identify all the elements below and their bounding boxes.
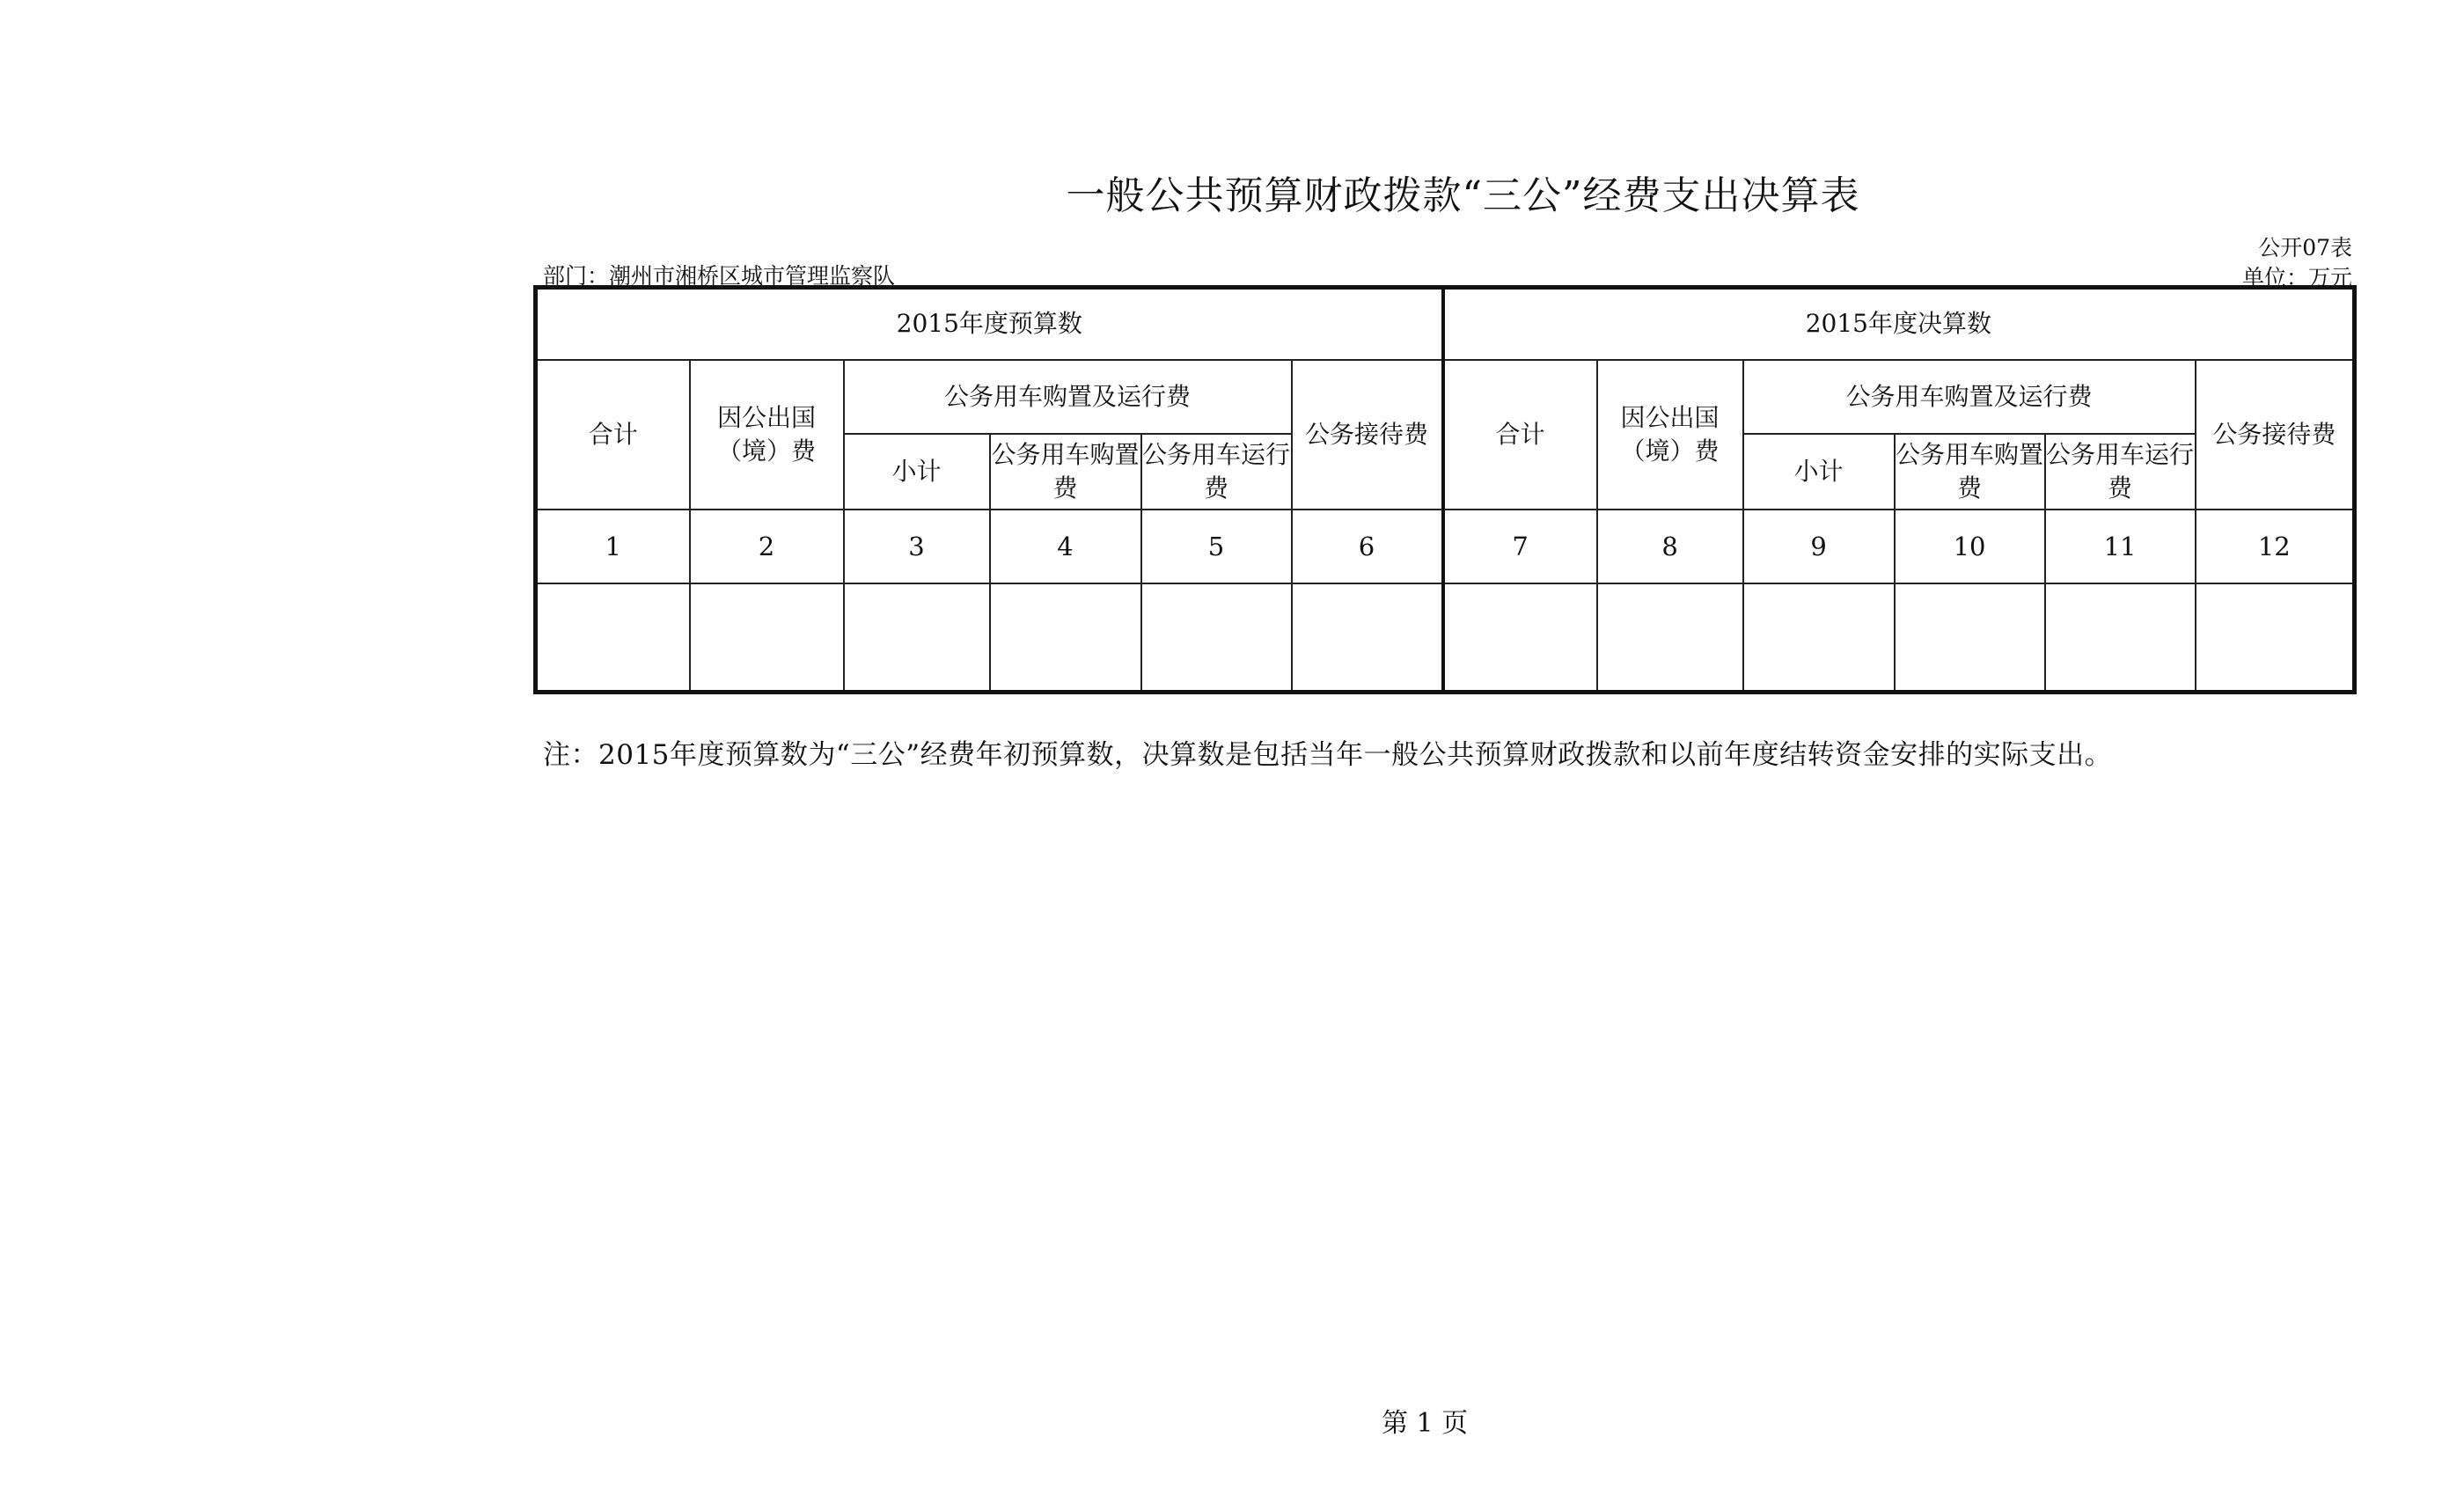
data-cell bbox=[990, 583, 1141, 693]
column-number: 5 bbox=[1141, 510, 1292, 583]
column-number: 9 bbox=[1743, 510, 1895, 583]
column-number: 3 bbox=[844, 510, 990, 583]
final-total-header: 合计 bbox=[1443, 360, 1597, 510]
budget-reception-header: 公务接待费 bbox=[1292, 360, 1443, 510]
data-cell bbox=[1141, 583, 1292, 693]
data-cell bbox=[1743, 583, 1895, 693]
data-cell bbox=[1895, 583, 2045, 693]
budget-group-header: 2015年度预算数 bbox=[536, 288, 1443, 360]
column-number: 7 bbox=[1443, 510, 1597, 583]
column-number: 12 bbox=[2196, 510, 2355, 583]
final-purchase-header: 公务用车购置费 bbox=[1895, 434, 2045, 510]
column-number: 2 bbox=[690, 510, 844, 583]
department-label: 部门：潮州市湘桥区城市管理监察队 bbox=[543, 263, 896, 289]
final-reception-header: 公务接待费 bbox=[2196, 360, 2355, 510]
final-vehicle-group-header: 公务用车购置及运行费 bbox=[1743, 360, 2196, 434]
page-number: 第 1 页 bbox=[1382, 1408, 1469, 1439]
data-cell bbox=[844, 583, 990, 693]
column-number: 1 bbox=[536, 510, 690, 583]
budget-subtotal-header: 小计 bbox=[844, 434, 990, 510]
form-number: 公开07表 bbox=[2258, 235, 2352, 260]
budget-vehicle-group-header: 公务用车购置及运行费 bbox=[844, 360, 1292, 434]
data-cell bbox=[690, 583, 844, 693]
data-cell bbox=[2196, 583, 2355, 693]
data-cell bbox=[1597, 583, 1743, 693]
unit-label: 单位：万元 bbox=[2241, 265, 2352, 290]
column-number: 8 bbox=[1597, 510, 1743, 583]
final-subtotal-header: 小计 bbox=[1743, 434, 1895, 510]
budget-abroad-header: 因公出国（境）费 bbox=[690, 360, 844, 510]
data-cell bbox=[1443, 583, 1597, 693]
data-cell bbox=[536, 583, 690, 693]
group-header-row bbox=[536, 288, 2355, 360]
budget-total-header: 合计 bbox=[536, 360, 690, 510]
footnote: 注：2015年度预算数为“三公”经费年初预算数，决算数是包括当年一般公共预算财政拨款和以前年度结转资金安排的实际支出。 bbox=[543, 739, 2113, 771]
column-number: 6 bbox=[1292, 510, 1443, 583]
final-group-header: 2015年度决算数 bbox=[1443, 288, 2355, 360]
column-number: 11 bbox=[2045, 510, 2196, 583]
data-row bbox=[536, 583, 2355, 693]
expenditure-table bbox=[533, 285, 2357, 694]
column-number: 10 bbox=[1895, 510, 2045, 583]
budget-operation-header: 公务用车运行费 bbox=[1141, 434, 1292, 510]
column-number-row bbox=[536, 510, 2355, 583]
header-row-1 bbox=[536, 360, 2355, 434]
budget-purchase-header: 公务用车购置费 bbox=[990, 434, 1141, 510]
data-cell bbox=[1292, 583, 1443, 693]
final-operation-header: 公务用车运行费 bbox=[2045, 434, 2196, 510]
data-cell bbox=[2045, 583, 2196, 693]
final-abroad-header: 因公出国（境）费 bbox=[1597, 360, 1743, 510]
column-number: 4 bbox=[990, 510, 1141, 583]
page-title: 一般公共预算财政拨款“三公”经费支出决算表 bbox=[1066, 173, 1860, 218]
